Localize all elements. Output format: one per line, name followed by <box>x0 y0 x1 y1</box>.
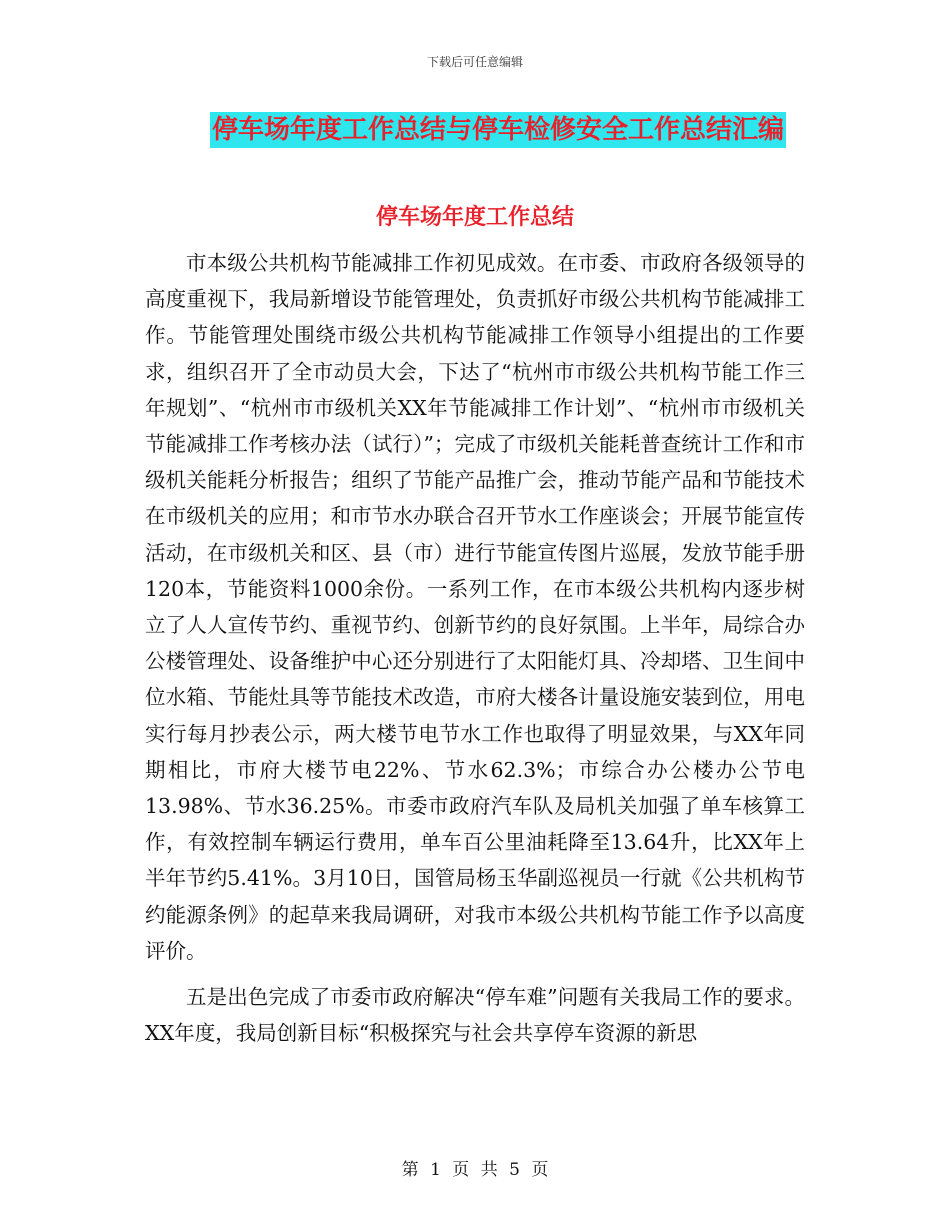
main-title-container <box>0 112 950 148</box>
header-note: 下载后可任意编辑 <box>426 55 523 69</box>
page-number-footer: 第 1 页 共 5 页 <box>401 1160 549 1180</box>
body-paragraph-1: 市本级公共机构节能减排工作初见成效。在市委、市政府各级领导的高度重视下，我局新增设节能管理处，负责抓好市级公共机构节能减排工作。节能管理处围绕市级公共机构节能减排工作领导小组提出的工作要求，组织召开了全市动员大会，下达了“杭州市市级公共机构节能工作三年规划”、“杭州市市级机关XX年节能减排工作计划”、“杭州市市级机关节能减排工作考核办法（试行）”；完成了市级机关能耗普查统计工作和市级机关能耗分析报告；组织了节能产品推广会，推动节能产品和节能技术在市级机关的应用；和市节水办联合召开节水工作座谈会；开展节能宣传活动，在市级机关和区、县（市）进行节能宣传图片巡展，发放节能手册120本，节能资料1000余份。一系列工作，在市本级公共机构内逐步树立了人人宣传节约、重视节约、创新节约的良好氛围。上半年，局综合办公楼管理处、设备维护中心还分别进行了太阳能灯具、冷却塔、卫生间中位水箱、节能灶具等节能技术改造，市府大楼各计量设施安装到位，用电实行每月抄表公示，两大楼节电节水工作也取得了明显效果，与XX年同期相比，市府大楼节电22%、节水62.3%；市综合办公楼办公节电13.98%、节水36.25%。市委市政府汽车队及局机关加强了单车核算工作，有效控制车辆运行费用，单车百公里油耗降至13.64升，比XX年上半年节约5.41%。3月10日，国管局杨玉华副巡视员一行就《公共机构节约能源条例》的起草来我局调研，对我市本级公共机构节能工作予以高度评价。 <box>145 251 805 963</box>
body-paragraph-2: 五是出色完成了市委市政府解决“停车难”问题有关我局工作的要求。XX年度，我局创新目标“积极探究与社会共享停车资源的新思 <box>145 985 805 1046</box>
main-title: 停车场年度工作总结与停车检修安全工作总结汇编 <box>210 112 786 148</box>
document-body <box>145 245 805 1051</box>
section-title: 停车场年度工作总结 <box>375 204 574 230</box>
